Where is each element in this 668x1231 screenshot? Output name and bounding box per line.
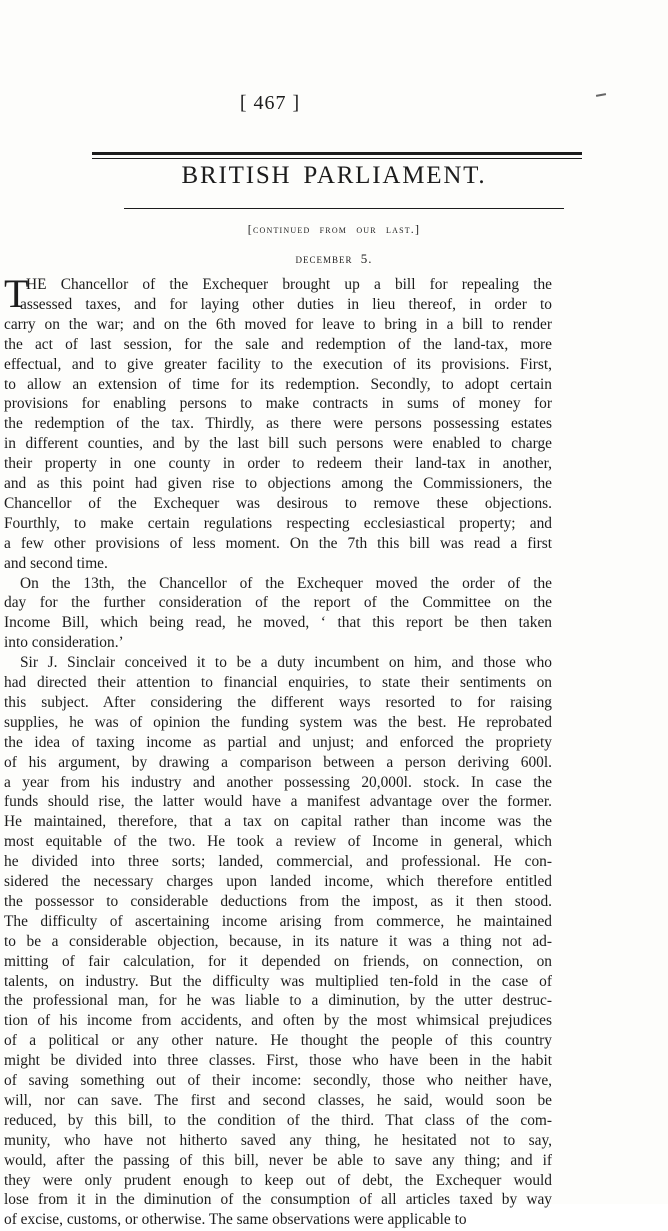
text-line: munity, who have not hitherto saved any thing, he hesitated not to say, xyxy=(4,1131,552,1149)
text-line: carry on the war; and on the 6th moved for leave to bring in a bill to render xyxy=(4,315,552,333)
date-heading: december 5. xyxy=(295,251,373,266)
text-line: in different counties, and by the last bill such persons were enabled to charge xyxy=(4,435,552,453)
text-line: the act of last session, for the sale and redemption of the land-tax, more xyxy=(4,335,552,353)
text-line: day for the further consideration of the report of the Committee on the xyxy=(4,594,552,612)
text-line: funds should rise, the latter would have a manifest advantage over the former. xyxy=(4,793,552,811)
text-line: of a political or any other nature. He thought the people of this country xyxy=(4,1032,552,1050)
text-line: this subject. After considering the different ways resorted to for raising xyxy=(4,693,552,711)
text-line: On the 13th, the Chancellor of the Exchequer moved the order of the xyxy=(20,574,552,592)
continued-note: [continued from our last.] xyxy=(247,222,421,236)
page-number: [ 467 ] xyxy=(239,92,301,114)
section-title: BRITISH PARLIAMENT. xyxy=(181,162,487,189)
text-line: The difficulty of ascertaining income arising from commerce, he maintained xyxy=(4,912,552,930)
text-line: effectual, and to give greater facility to the execution of its provisions. First, xyxy=(4,355,552,373)
text-line: Fourthly, to make certain regulations respecting ecclesiastical property; and xyxy=(4,514,552,532)
text-line: HE Chancellor of the Exchequer brought up a bill for repealing the xyxy=(26,276,552,293)
text-line: would, after the passing of this bill, never be able to save any thing; and if xyxy=(4,1151,552,1169)
text-line: Income Bill, which being read, he moved, ‘ that this report be then taken xyxy=(4,614,552,632)
text-line: mitting of fair calculation, for it depended on friends, on connection, on xyxy=(4,952,552,970)
text-line: provisions for enabling persons to make contracts in sums of money for xyxy=(4,395,552,413)
text-line: of excise, customs, or otherwise. The same observations were applicable to xyxy=(4,1211,467,1229)
title-rule xyxy=(124,208,564,209)
text-line: to be a considerable objection, because, in its nature it was a thing not ad- xyxy=(4,932,552,950)
text-line: sidered the necessary charges upon landed income, which therefore entitled xyxy=(4,873,552,890)
text-line: lose from it in the diminution of the consumption of all articles taxed by way xyxy=(4,1191,552,1209)
text-line: their property in one county in order to redeem their land-tax in another, xyxy=(4,455,552,473)
text-line: the professional man, for he was liable to a diminution, by the utter destruc- xyxy=(4,992,552,1010)
text-line: of his argument, by drawing a comparison between a person deriving 600l. xyxy=(4,753,552,771)
text-line: Chancellor of the Exchequer was desirous to remove these objections. xyxy=(4,494,552,512)
margin-mark xyxy=(596,93,606,97)
text-line: reduced, by this bill, to the condition of the third. That class of the com- xyxy=(4,1111,552,1129)
text-line: and as this point had given rise to objections among the Commissioners, the xyxy=(4,475,552,492)
text-line: they were only prudent enough to keep out of debt, the Exchequer would xyxy=(4,1171,552,1189)
header-rule-thick xyxy=(92,152,582,155)
text-line: the redemption of the tax. Thirdly, as there were persons possessing estates xyxy=(4,415,552,433)
text-line: a few other provisions of less moment. On the 7th this bill was read a first xyxy=(4,534,552,552)
text-line: into consideration.’ xyxy=(4,634,124,652)
text-line: had directed their attention to financial enquiries, to state their sentiments on xyxy=(4,674,552,691)
text-line: supplies, he was of opinion the funding system was the best. He reprobated xyxy=(4,713,552,731)
text-line: the possessor to considerable deductions from the impost, as it then stood. xyxy=(4,892,552,910)
text-line: of saving something out of their income: secondly, those who neither have, xyxy=(4,1072,552,1089)
text-line: Sir J. Sinclair conceived it to be a duty incumbent on him, and those who xyxy=(20,654,552,672)
text-line: most equitable of the two. He took a review of Income in general, which xyxy=(4,833,552,851)
text-line: assessed taxes, and for laying other duties in lieu thereof, in order to xyxy=(20,295,552,313)
text-line: might be divided into three classes. First, those who have been in the habit xyxy=(4,1052,552,1070)
text-line: the idea of taxing income as partial and unjust; and enforced the propriety xyxy=(4,733,552,751)
text-line: talents, on industry. But the difficulty was multiplied ten-fold in the case of xyxy=(4,972,552,990)
text-line: tion of his income from accidents, and often by the most whimsical prejudices xyxy=(4,1012,552,1030)
text-line: a year from his industry and another possessing 20,000l. stock. In case the xyxy=(4,773,552,791)
text-line: He maintained, therefore, that a tax on capital rather than income was the xyxy=(4,813,552,831)
header-rule-thin xyxy=(92,158,582,159)
text-line: he divided into three sorts; landed, commercial, and professional. He con- xyxy=(4,853,552,871)
drop-cap: T xyxy=(4,271,29,316)
text-line: to allow an extension of time for its redemption. Secondly, to adopt certain xyxy=(4,375,552,393)
text-line: and second time. xyxy=(4,554,108,572)
text-line: will, nor can save. The first and second classes, he said, would soon be xyxy=(4,1091,552,1109)
